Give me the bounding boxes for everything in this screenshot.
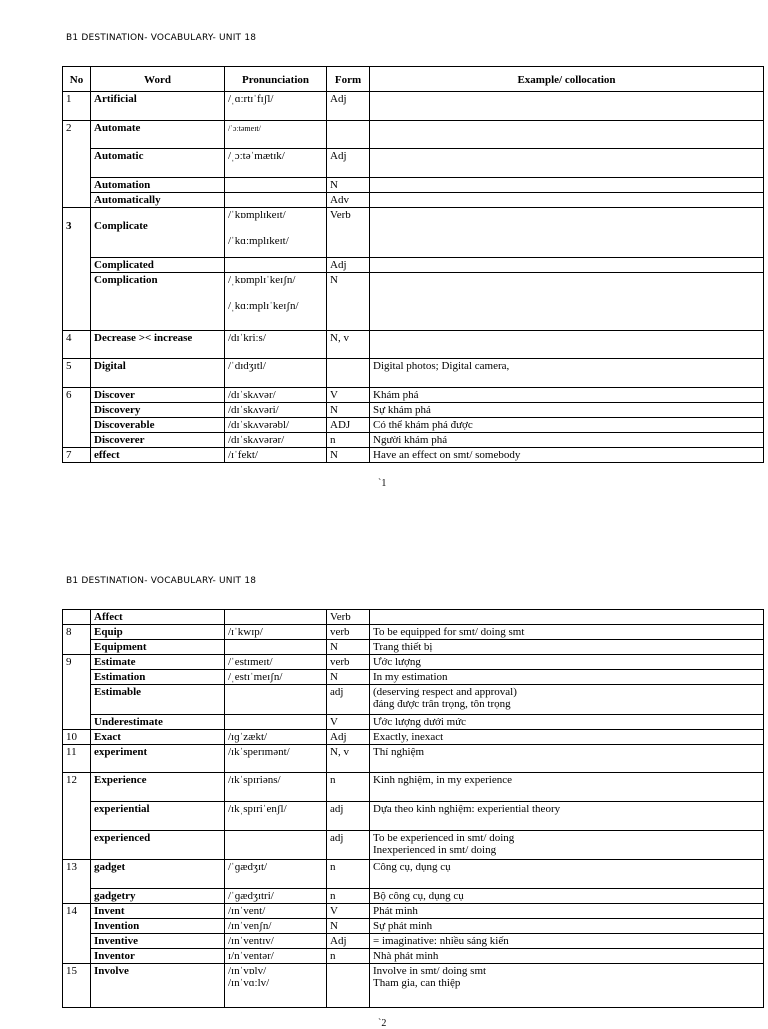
cell-form: n xyxy=(327,860,370,889)
cell-pronunciation: /ˈestɪmeɪt/ xyxy=(225,655,327,670)
cell-example xyxy=(370,273,764,331)
table-row xyxy=(63,715,764,730)
cell-form: Adj xyxy=(327,258,370,273)
cell-pronunciation xyxy=(225,121,327,149)
cell-pronunciation: /ˌɔːtəˈmætɪk/ xyxy=(225,149,327,178)
cell-example: Bộ công cụ, dụng cụ xyxy=(370,889,764,904)
table-row xyxy=(63,149,764,178)
cell-form: adj xyxy=(327,685,370,715)
cell-pronunciation: /ɪnˈventɪv/ xyxy=(225,934,327,949)
cell-example: Trang thiết bị xyxy=(370,640,764,655)
cell-example xyxy=(370,149,764,178)
cell-form: N xyxy=(327,919,370,934)
cell-word: Invent xyxy=(91,904,225,919)
cell-word: Digital xyxy=(91,359,225,388)
cell-example: Ước lượng xyxy=(370,655,764,670)
pronunciation-uk: /ɪnˈvɒlv/ xyxy=(228,965,267,977)
table-row xyxy=(63,121,764,149)
cell-no: 9 xyxy=(63,655,91,730)
cell-word: Estimable xyxy=(91,685,225,715)
column-header-word: Word xyxy=(91,67,225,92)
example-line: Tham gia, can thiệp xyxy=(373,977,461,989)
cell-form: V xyxy=(327,388,370,403)
cell-pronunciation: /ɪˈkwɪp/ xyxy=(225,625,327,640)
cell-word: Automation xyxy=(91,178,225,193)
cell-example: Người khám phá xyxy=(370,433,764,448)
example-line: (deserving respect and approval) xyxy=(373,686,517,698)
cell-example xyxy=(370,258,764,273)
cell-pronunciation: /ˈɡædʒɪt/ xyxy=(225,860,327,889)
cell-example xyxy=(370,121,764,149)
cell-example: Have an effect on smt/ somebody xyxy=(370,448,764,463)
cell-no: 8 xyxy=(63,625,91,655)
page-number: `2 xyxy=(378,1018,387,1029)
cell-no: 13 xyxy=(63,860,91,904)
vocabulary-table-page-2 xyxy=(62,609,764,1008)
cell-no: 15 xyxy=(63,964,91,1008)
cell-word: experiment xyxy=(91,745,225,773)
cell-pronunciation: /dɪˈkriːs/ xyxy=(225,331,327,359)
vocabulary-table-page-1 xyxy=(62,66,764,463)
cell-pronunciation: /ɪˈfekt/ xyxy=(225,448,327,463)
cell-pronunciation: /ɪkˌspɪriˈenʃl/ xyxy=(225,802,327,831)
cell-form: N, v xyxy=(327,745,370,773)
cell-form: N xyxy=(327,273,370,331)
cell-pronunciation: /ɪnˈvent/ xyxy=(225,904,327,919)
cell-form: adj xyxy=(327,831,370,860)
table-row xyxy=(63,802,764,831)
table-row xyxy=(63,92,764,121)
cell-form: adj xyxy=(327,802,370,831)
cell-no: 7 xyxy=(63,448,91,463)
cell-example xyxy=(370,831,764,860)
example-line: Involve in smt/ doing smt xyxy=(373,965,487,977)
cell-form: n xyxy=(327,773,370,802)
cell-pronunciation: /ɪɡˈzækt/ xyxy=(225,730,327,745)
cell-word: Inventor xyxy=(91,949,225,964)
cell-word: Complicate xyxy=(91,208,225,258)
cell-no: 4 xyxy=(63,331,91,359)
cell-word: Complicated xyxy=(91,258,225,273)
cell-example xyxy=(370,208,764,258)
cell-pronunciation: /ˈdɪdʒɪtl/ xyxy=(225,359,327,388)
cell-pronunciation xyxy=(225,640,327,655)
cell-no xyxy=(63,610,91,625)
cell-word: Discoverable xyxy=(91,418,225,433)
cell-word: Estimate xyxy=(91,655,225,670)
cell-word: Equip xyxy=(91,625,225,640)
cell-no: 3 xyxy=(63,208,91,331)
pronunciation-uk: /ˈkɒmplɪkeɪt/ xyxy=(228,209,286,221)
table-row xyxy=(63,670,764,685)
cell-form: Adj xyxy=(327,149,370,178)
cell-example: Ước lượng dưới mức xyxy=(370,715,764,730)
cell-no: 2 xyxy=(63,121,91,208)
pronunciation-us: /ˈkɑːmplɪkeɪt/ xyxy=(228,235,289,247)
cell-pronunciation xyxy=(225,685,327,715)
cell-no: 1 xyxy=(63,92,91,121)
page-header: B1 DESTINATION- VOCABULARY- UNIT 18 xyxy=(66,576,257,586)
cell-word: Artificial xyxy=(91,92,225,121)
table-row xyxy=(63,655,764,670)
table-row xyxy=(63,964,764,1008)
cell-word: Automatic xyxy=(91,149,225,178)
cell-pronunciation xyxy=(225,964,327,1008)
table-row xyxy=(63,418,764,433)
cell-word: Automatically xyxy=(91,193,225,208)
cell-form: N xyxy=(327,448,370,463)
cell-form: n xyxy=(327,949,370,964)
table-row xyxy=(63,919,764,934)
cell-word: Complication xyxy=(91,273,225,331)
cell-pronunciation: /ɪkˈspɪriəns/ xyxy=(225,773,327,802)
cell-example: Digital photos; Digital camera, xyxy=(370,359,764,388)
cell-example: To be equipped for smt/ doing smt xyxy=(370,625,764,640)
cell-word: Decrease >< increase xyxy=(91,331,225,359)
cell-form: n xyxy=(327,889,370,904)
cell-pronunciation: /dɪˈskʌvərəbl/ xyxy=(225,418,327,433)
column-header-pronunciation: Pronunciation xyxy=(225,67,327,92)
cell-form: N, v xyxy=(327,331,370,359)
cell-form: verb xyxy=(327,625,370,640)
cell-pronunciation: ɪ/nˈventər/ xyxy=(225,949,327,964)
table-row xyxy=(63,640,764,655)
table-row xyxy=(63,745,764,773)
table-row xyxy=(63,403,764,418)
cell-example xyxy=(370,92,764,121)
cell-form: Adv xyxy=(327,193,370,208)
table-row xyxy=(63,773,764,802)
cell-example: Sự phát minh xyxy=(370,919,764,934)
page-number: `1 xyxy=(378,478,387,489)
cell-pronunciation: /dɪˈskʌvərər/ xyxy=(225,433,327,448)
example-line: To be experienced in smt/ doing xyxy=(373,832,515,844)
cell-word: Involve xyxy=(91,964,225,1008)
table-row xyxy=(63,208,764,258)
cell-example xyxy=(370,685,764,715)
table-row xyxy=(63,831,764,860)
table-row xyxy=(63,359,764,388)
cell-form: Adj xyxy=(327,934,370,949)
table-row xyxy=(63,178,764,193)
table-row xyxy=(63,860,764,889)
cell-example: Khám phá xyxy=(370,388,764,403)
column-header-no: No xyxy=(63,67,91,92)
cell-form: N xyxy=(327,640,370,655)
cell-example: Kinh nghiệm, in my experience xyxy=(370,773,764,802)
cell-word: Experience xyxy=(91,773,225,802)
table-row xyxy=(63,904,764,919)
cell-form: V xyxy=(327,904,370,919)
cell-example: In my estimation xyxy=(370,670,764,685)
cell-form: Verb xyxy=(327,610,370,625)
cell-pronunciation xyxy=(225,258,327,273)
cell-pronunciation xyxy=(225,193,327,208)
pronunciation-uk: /ˌkɒmplɪˈkeɪʃn/ xyxy=(228,274,296,286)
column-header-form: Form xyxy=(327,67,370,92)
cell-form xyxy=(327,121,370,149)
cell-pronunciation: /ˌɑːrtɪˈfɪʃl/ xyxy=(225,92,327,121)
table-row xyxy=(63,331,764,359)
column-header-example: Example/ collocation xyxy=(370,67,764,92)
cell-example xyxy=(370,964,764,1008)
cell-form: Adj xyxy=(327,92,370,121)
cell-word: Underestimate xyxy=(91,715,225,730)
table-row xyxy=(63,610,764,625)
cell-form xyxy=(327,964,370,1008)
table-row xyxy=(63,193,764,208)
table-row xyxy=(63,448,764,463)
table-header-row xyxy=(63,67,764,92)
cell-word: experienced xyxy=(91,831,225,860)
cell-word: Estimation xyxy=(91,670,225,685)
cell-example xyxy=(370,610,764,625)
table-row xyxy=(63,433,764,448)
cell-word: gadgetry xyxy=(91,889,225,904)
cell-word: gadget xyxy=(91,860,225,889)
pronunciation-text: /ˈɔːtəmeɪt/ xyxy=(228,124,261,133)
cell-pronunciation xyxy=(225,831,327,860)
table-row xyxy=(63,258,764,273)
table-row xyxy=(63,685,764,715)
cell-form: verb xyxy=(327,655,370,670)
cell-word: Automate xyxy=(91,121,225,149)
cell-no: 12 xyxy=(63,773,91,860)
cell-pronunciation xyxy=(225,715,327,730)
cell-pronunciation: /ˌestɪˈmeɪʃn/ xyxy=(225,670,327,685)
cell-no: 10 xyxy=(63,730,91,745)
cell-pronunciation xyxy=(225,208,327,258)
cell-pronunciation: /ɪkˈsperɪmənt/ xyxy=(225,745,327,773)
example-line: đáng được trân trọng, tôn trọng xyxy=(373,698,511,710)
cell-word: Affect xyxy=(91,610,225,625)
cell-pronunciation: /ɪnˈvenʃn/ xyxy=(225,919,327,934)
cell-example: Có thể khám phá được xyxy=(370,418,764,433)
cell-word: experiential xyxy=(91,802,225,831)
cell-pronunciation xyxy=(225,610,327,625)
pronunciation-us: /ɪnˈvɑːlv/ xyxy=(228,977,270,989)
cell-example: Công cụ, dụng cụ xyxy=(370,860,764,889)
table-row xyxy=(63,730,764,745)
cell-form xyxy=(327,359,370,388)
cell-form: N xyxy=(327,178,370,193)
cell-word: Exact xyxy=(91,730,225,745)
cell-pronunciation xyxy=(225,178,327,193)
cell-example: Nhà phát minh xyxy=(370,949,764,964)
cell-word: Inventive xyxy=(91,934,225,949)
cell-example: Dựa theo kinh nghiệm: experiential theory xyxy=(370,802,764,831)
cell-pronunciation: /dɪˈskʌvəri/ xyxy=(225,403,327,418)
cell-word: Discover xyxy=(91,388,225,403)
cell-example: Thí nghiệm xyxy=(370,745,764,773)
table-row xyxy=(63,949,764,964)
cell-example xyxy=(370,193,764,208)
cell-form: V xyxy=(327,715,370,730)
cell-no: 5 xyxy=(63,359,91,388)
table-row xyxy=(63,388,764,403)
cell-example: Phát minh xyxy=(370,904,764,919)
cell-form: Adj xyxy=(327,730,370,745)
cell-pronunciation: /ˈɡædʒɪtri/ xyxy=(225,889,327,904)
cell-word: Discoverer xyxy=(91,433,225,448)
table-row xyxy=(63,625,764,640)
cell-no: 11 xyxy=(63,745,91,773)
example-line: Inexperienced in smt/ doing xyxy=(373,844,497,856)
cell-form: N xyxy=(327,670,370,685)
cell-example xyxy=(370,178,764,193)
cell-example: = imaginative: nhiều sáng kiến xyxy=(370,934,764,949)
cell-pronunciation xyxy=(225,273,327,331)
cell-word: effect xyxy=(91,448,225,463)
cell-example: Exactly, inexact xyxy=(370,730,764,745)
table-row xyxy=(63,273,764,331)
cell-form: n xyxy=(327,433,370,448)
table-row xyxy=(63,934,764,949)
cell-pronunciation: /dɪˈskʌvər/ xyxy=(225,388,327,403)
table-row xyxy=(63,889,764,904)
cell-no: 14 xyxy=(63,904,91,964)
cell-example xyxy=(370,331,764,359)
cell-word: Discovery xyxy=(91,403,225,418)
page-header: B1 DESTINATION- VOCABULARY- UNIT 18 xyxy=(66,33,257,43)
cell-word: Invention xyxy=(91,919,225,934)
cell-example: Sự khám phá xyxy=(370,403,764,418)
cell-no: 6 xyxy=(63,388,91,448)
cell-form: ADJ xyxy=(327,418,370,433)
cell-form: N xyxy=(327,403,370,418)
cell-form: Verb xyxy=(327,208,370,258)
cell-word: Equipment xyxy=(91,640,225,655)
pronunciation-us: /ˌkɑːmplɪˈkeɪʃn/ xyxy=(228,300,299,312)
